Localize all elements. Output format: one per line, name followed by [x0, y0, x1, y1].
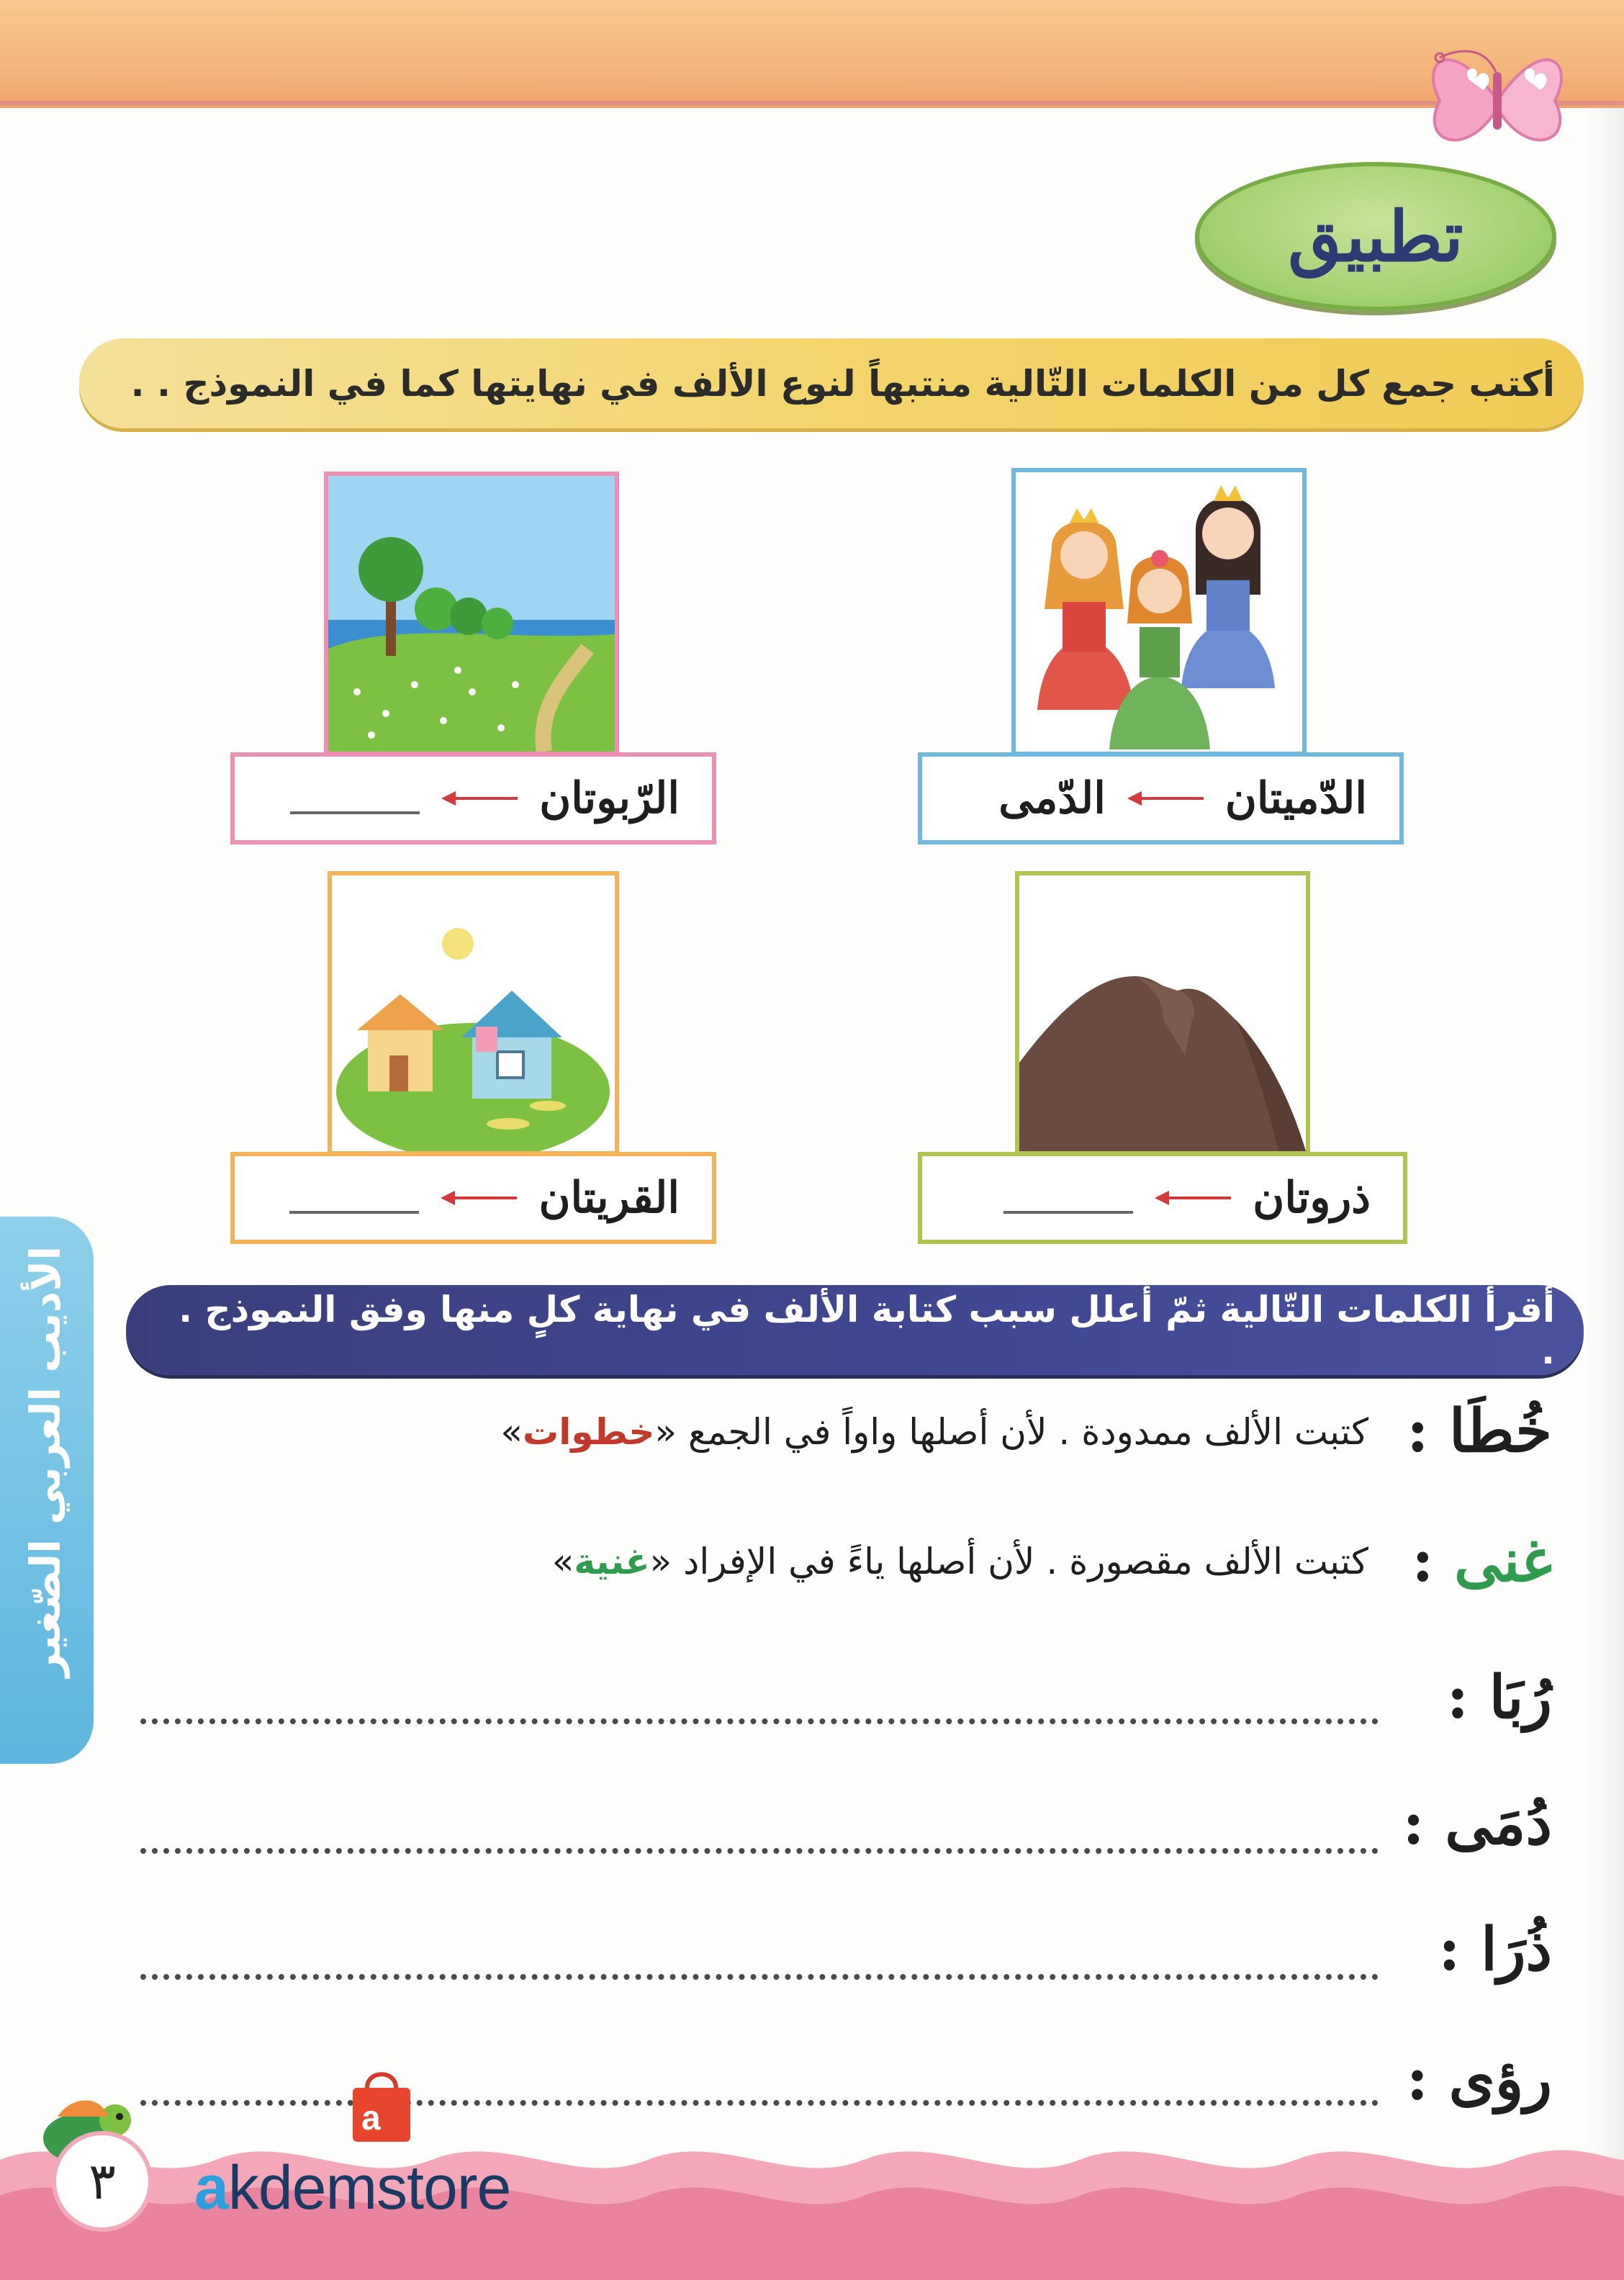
side-book-tab: [0, 1217, 94, 1764]
picture-dolls: [1011, 468, 1307, 756]
green-hill-illustration: [328, 476, 615, 752]
logo-text: akdemstore: [194, 2153, 511, 2222]
book-title-vertical: الأديب العربي الصّغير: [21, 1245, 70, 1677]
top-header-stripe: [0, 101, 1624, 105]
row-word-3: رُبَا :: [1446, 1663, 1552, 1732]
word-4: القريتان: [538, 1173, 680, 1223]
top-header-band: [0, 0, 1624, 108]
princess-dolls-illustration: [1016, 472, 1302, 752]
answer-dots-3[interactable]: [140, 1717, 1379, 1724]
page-number: ٣: [52, 2131, 153, 2232]
arrow-left-icon: [440, 788, 519, 809]
shopping-bag-icon: [346, 2066, 418, 2145]
exercise2-instruction-banner: [126, 1285, 1584, 1375]
row-reason-1: كتبت الألف ممدودة . لأن أصلها واواً في الجمع «خطوات»: [500, 1411, 1368, 1453]
store-logo: [194, 2066, 597, 2232]
row-word-4: دُمَى :: [1402, 1789, 1552, 1858]
word-1: الدّميتان: [1224, 773, 1367, 824]
answer-blank-4[interactable]: [289, 1204, 419, 1214]
title-badge: [1195, 162, 1556, 311]
arrow-left-icon: [439, 1187, 518, 1209]
picture-mountains: [1015, 871, 1310, 1155]
svg-text:a: a: [361, 2099, 381, 2137]
picture-landscape: [324, 472, 619, 756]
label-box-3: [918, 1152, 1407, 1244]
exercise1-instruction: أكتب جمع كل من الكلمات التّالية منتبهاً لنوع الألف في نهايتها كما في النموذج . .: [130, 362, 1555, 405]
label-box-4: [230, 1152, 716, 1244]
page-edge-shadow: [1584, 108, 1624, 2196]
row-reason-2: كتبت الألف مقصورة . لأن أصلها ياءً في الإفراد «غنية»: [551, 1541, 1368, 1582]
village-illustration: [332, 875, 615, 1151]
page-title: تطبيق: [1288, 196, 1463, 277]
reason-highlight-1: خطوات: [522, 1411, 655, 1453]
mountain-illustration: [1019, 875, 1306, 1151]
reason-highlight-2: غنية: [574, 1541, 650, 1582]
label-box-2: [230, 752, 716, 844]
row-word-6: رؤى :: [1406, 2045, 1552, 2114]
answer-dots-5[interactable]: [140, 1973, 1379, 1980]
exercise2-instruction: أقرأ الكلمات التّالية ثمّ أعلل سبب كتابة الألف في نهاية كلٍ منها وفق النموذج . .: [179, 1288, 1555, 1372]
row-word-5: ذُرَا :: [1438, 1915, 1552, 1984]
label-box-1: [918, 752, 1404, 844]
row-word-1: خُطَا :: [1407, 1397, 1552, 1466]
answer-blank-3[interactable]: [1003, 1204, 1133, 1214]
row-word-2: غنى :: [1412, 1526, 1552, 1595]
answer-1: الدّمى: [998, 773, 1106, 824]
word-3: ذروتان: [1253, 1173, 1371, 1223]
answer-dots-4[interactable]: [140, 1847, 1379, 1854]
butterfly-icon: [1411, 29, 1584, 173]
arrow-left-icon: [1126, 788, 1205, 809]
exercise1-instruction-banner: [79, 338, 1584, 428]
picture-houses: [328, 871, 619, 1155]
answer-blank-2[interactable]: [290, 804, 420, 814]
word-2: الرّبوتان: [539, 773, 680, 824]
arrow-left-icon: [1153, 1187, 1232, 1209]
